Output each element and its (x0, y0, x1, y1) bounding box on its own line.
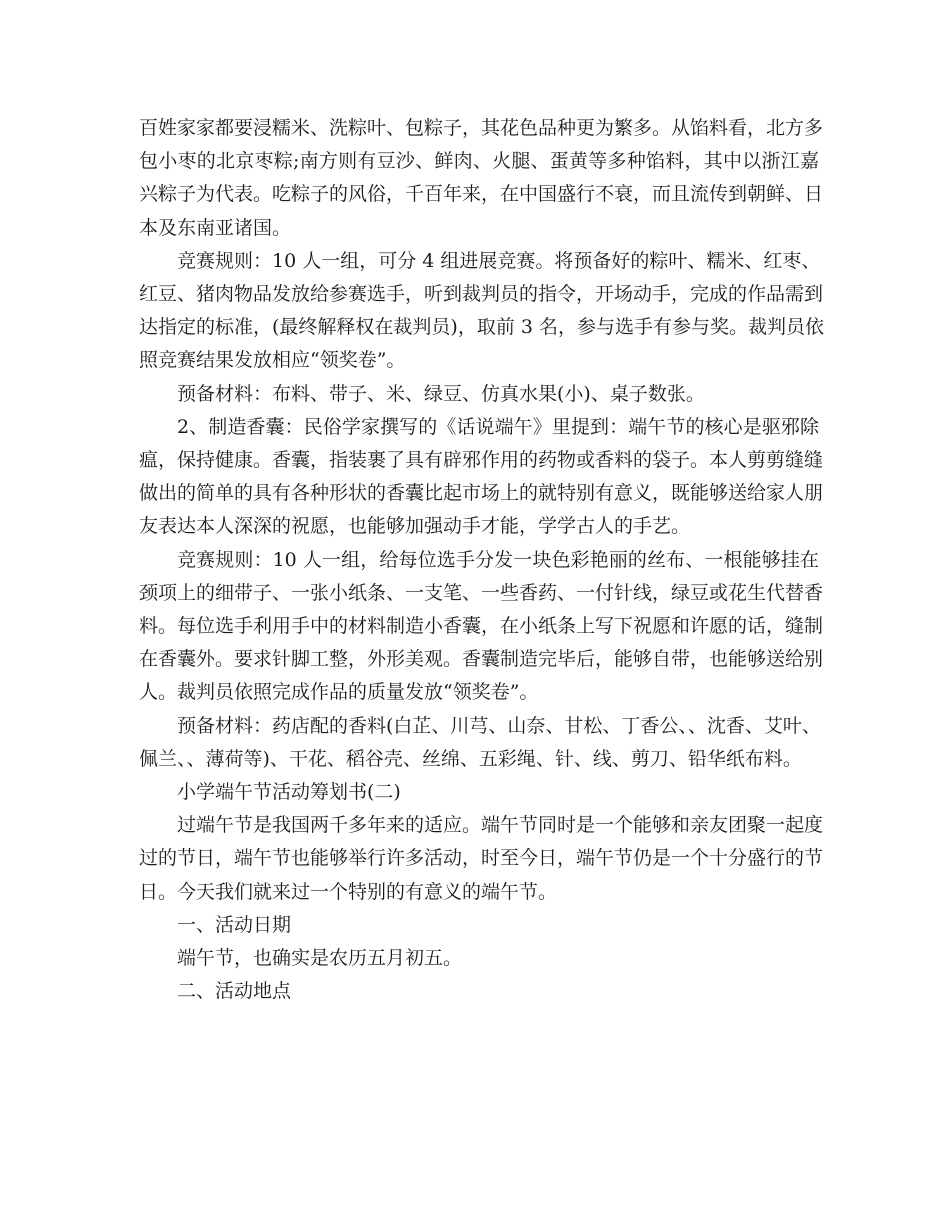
text-line: 照竞赛结果发放相应“领奖卷”。 (139, 349, 406, 372)
paragraph-sachet-intro (139, 411, 824, 544)
text-line: 料。每位选手利用手中的材料制造小香囊，在小纸条上写下祝愿和许愿的话，缝制 (139, 615, 824, 638)
text-line: 小学端午节活动筹划书(二) (177, 781, 401, 804)
paragraph-zongzi-intro (139, 112, 824, 245)
text-line: 红豆、猪肉物品发放给参赛选手，听到裁判员的指令，开场动手，完成的作品需到 (139, 283, 824, 306)
heading-activity-date (139, 909, 819, 942)
heading-activity-location (139, 975, 819, 1008)
text-line: 预备材料：布料、带子、米、绿豆、仿真水果(小)、桌子数张。 (177, 382, 705, 405)
paragraph-sachet-rules (139, 544, 824, 710)
text-line: 做出的简单的具有各种形状的香囊比起市场上的就特别有意义，既能够送给家人朋 (139, 482, 824, 505)
paragraph-sachet-materials (139, 710, 819, 776)
paragraph-zongzi-rules (139, 245, 824, 378)
text-line: 百姓家家都要浸糯米、洗粽叶、包粽子，其花色品种更为繁多。从馅料看，北方多 (139, 117, 824, 139)
text-line: 端午节，也确实是农历五月初五。 (177, 947, 463, 970)
text-line: 佩兰、、薄荷等)、干花、稻谷壳、丝绵、五彩绳、针、线、剪刀、铅华纸布料。 (139, 747, 802, 770)
text-line: 颈项上的细带子、一张小纸条、一支笔、一些香药、一付针线，绿豆或花生代替香 (139, 581, 824, 604)
text-line: 竞赛规则：10 人一组，给每位选手分发一块色彩艳丽的丝布、一根能够挂在 (177, 548, 819, 571)
text-line: 在香囊外。要求针脚工整，外形美观。香囊制造完毕后，能够自带，也能够送给别 (139, 648, 824, 671)
document-body (139, 112, 824, 1008)
text-line: 本及东南亚诸国。 (139, 216, 292, 239)
paragraph-festival-intro (139, 809, 824, 909)
text-line: 2、制造香囊：民俗学家撰写的《话说端午》里提到：端午节的核心是驱邪除 (177, 415, 819, 438)
text-line: 过的节日，端午节也能够举行许多活动，时至今日，端午节仍是一个十分盛行的节 (139, 847, 824, 870)
text-line: 瘟，保持健康。香囊，指装裹了具有辟邪作用的药物或香料的袋子。本人剪剪缝缝 (139, 449, 824, 472)
text-line: 预备材料：药店配的香料(白芷、川芎、山奈、甘松、丁香公、、沈香、艾叶、 (177, 714, 821, 737)
text-line: 人。裁判员依照完成作品的质量发放“领奖卷”。 (139, 681, 539, 704)
text-line: 二、活动地点 (177, 980, 292, 1003)
paragraph-zongzi-materials (139, 378, 819, 411)
text-line: 达指定的标准，(最终解释权在裁判员)，取前 3 名，参与选手有参与奖。裁判员依 (139, 316, 824, 339)
section-title-plan-two (139, 776, 819, 809)
text-line: 包小枣的北京枣粽;南方则有豆沙、鲜肉、火腿、蛋黄等多种馅料，其中以浙江嘉 (139, 150, 819, 173)
text-line: 日。今天我们就来过一个特别的有意义的端午节。 (139, 880, 558, 903)
paragraph-activity-date (139, 942, 819, 975)
text-line: 过端午节是我国两千多年来的适应。端午节同时是一个能够和亲友团聚一起度 (177, 814, 824, 837)
text-line: 一、活动日期 (177, 913, 292, 936)
text-line: 竞赛规则：10 人一组，可分 4 组进展竞赛。将预备好的粽叶、糯米、红枣、 (177, 249, 821, 272)
text-line: 兴粽子为代表。吃粽子的风俗，千百年来，在中国盛行不衰，而且流传到朝鲜、日 (139, 183, 824, 206)
text-line: 友表达本人深深的祝愿，也能够加强动手才能，学学古人的手艺。 (139, 515, 691, 538)
